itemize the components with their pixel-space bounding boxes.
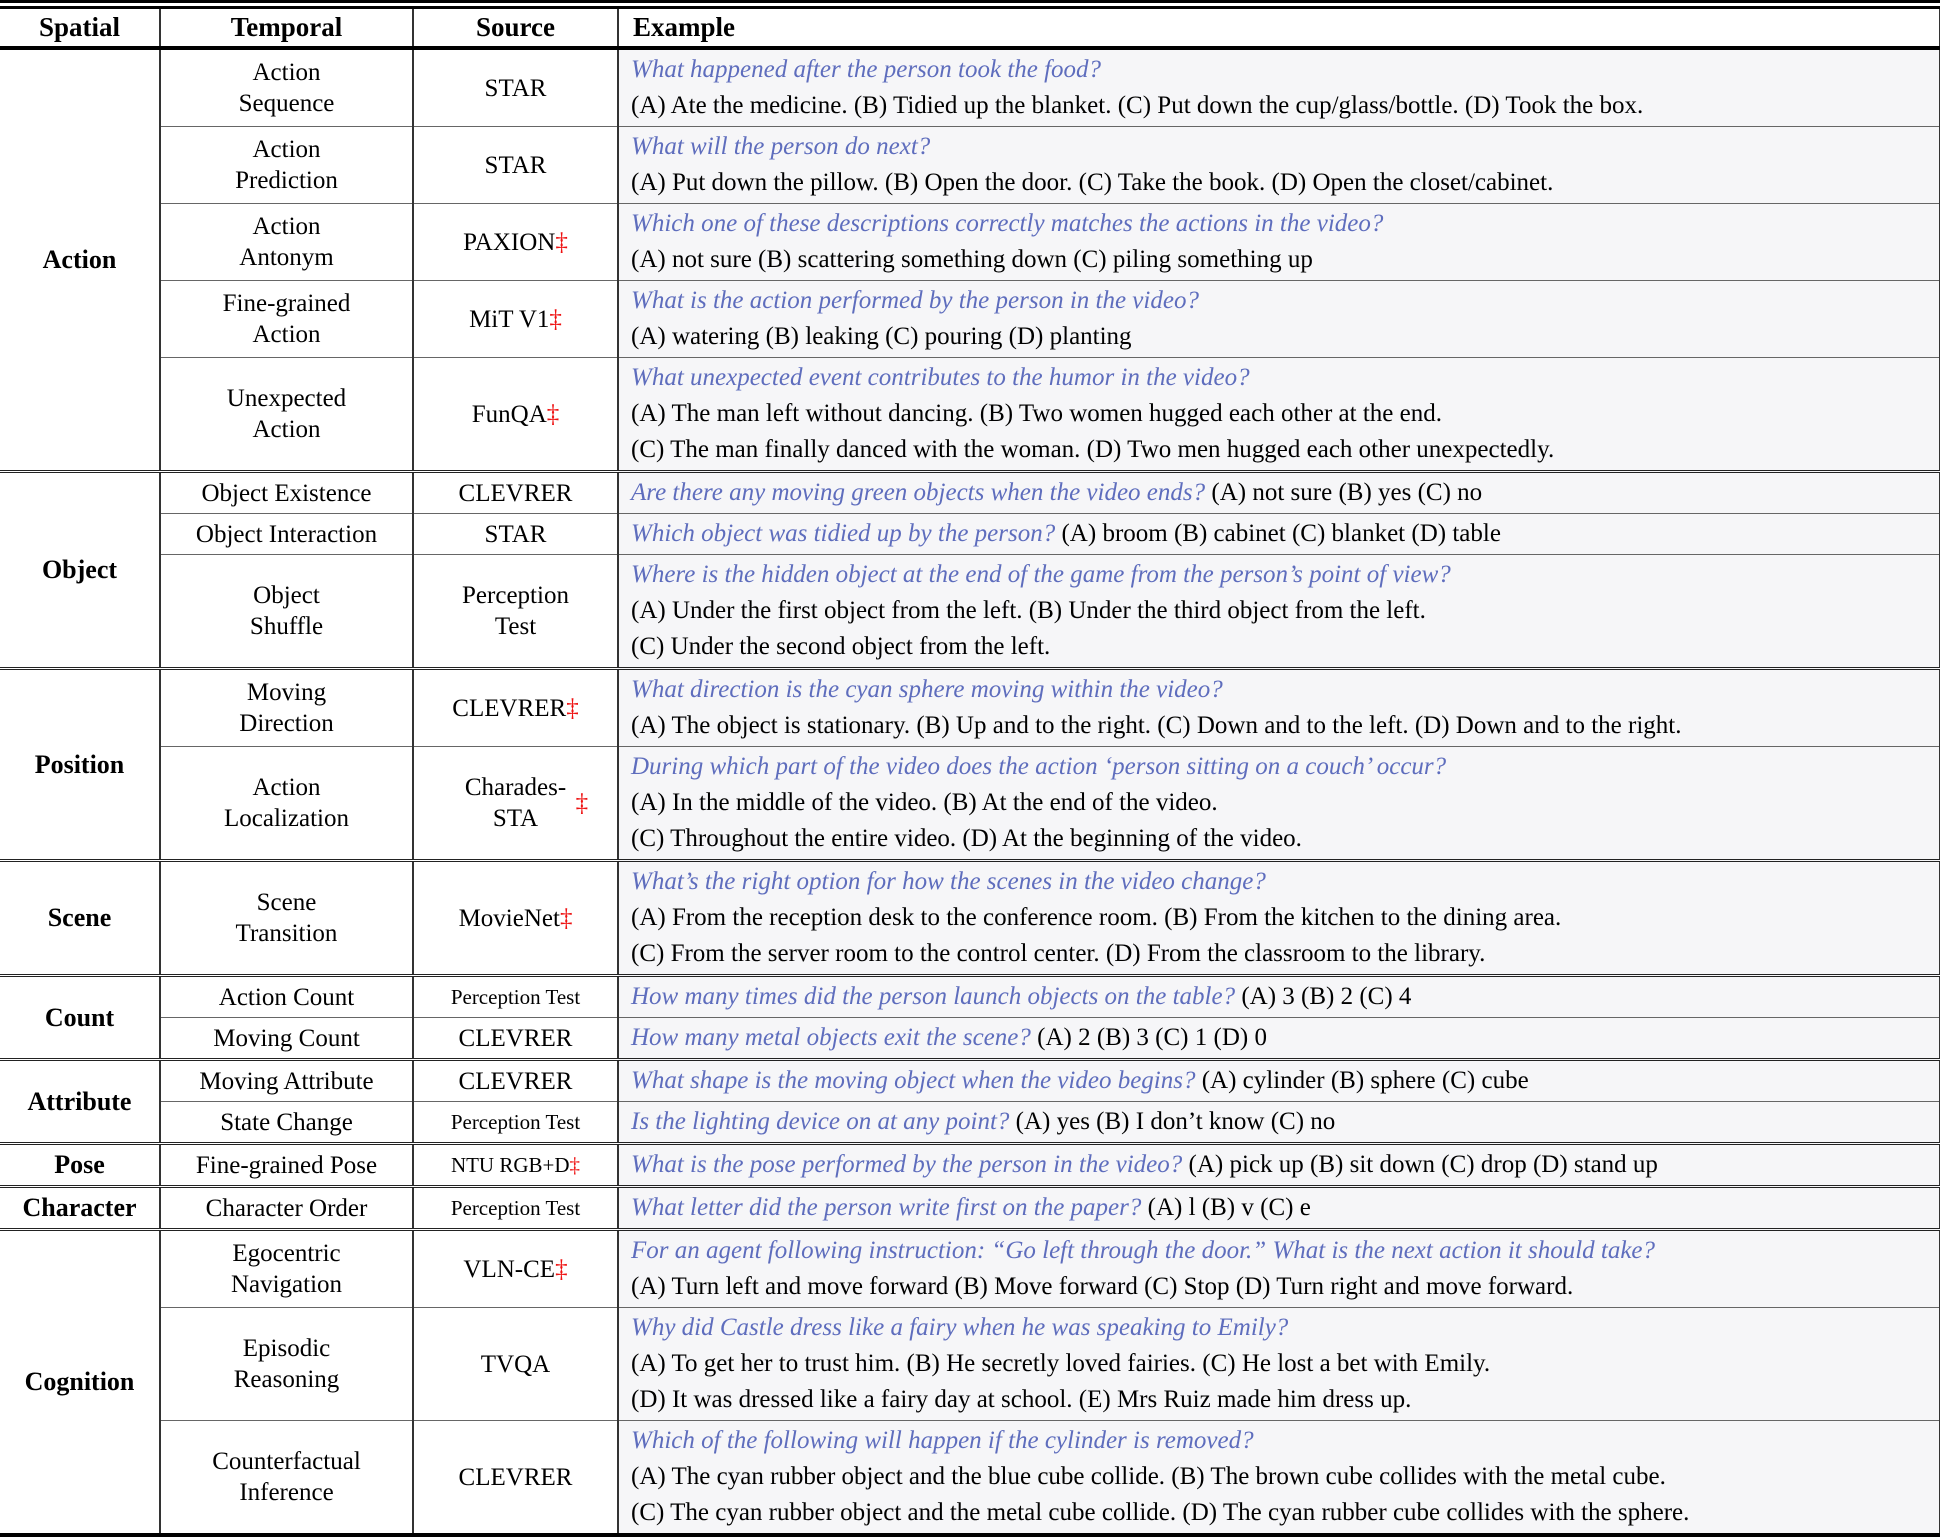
question-text: What is the action performed by the person in the video? [631, 287, 1199, 314]
task-label: Object Interaction [195, 520, 378, 548]
table-row [0, 555, 1940, 669]
answer-text: (A) not sure (B) yes (C) no [1211, 479, 1483, 506]
category-cell: Action [0, 48, 160, 472]
task-label: Fine-grained Pose [195, 1151, 378, 1179]
example-line [631, 1020, 1939, 1056]
answer-line: (A) The object is stationary. (B) Up and to the right. (C) Down and to the left. (D) Down and to the right. [631, 712, 1682, 739]
source-name [469, 304, 562, 335]
task-label: Action [252, 321, 321, 348]
answer-line: (C) Throughout the entire video. (D) At the beginning of the video. [631, 825, 1302, 852]
table-row [0, 514, 1940, 555]
header-source: Source [413, 5, 618, 49]
source-label: CLEVRER [458, 1067, 573, 1095]
question-text: What’s the right option for how the scenes in the video change? [631, 868, 1266, 895]
question-text: Why did Castle dress like a fairy when he was speaking to Emily? [631, 1314, 1289, 1341]
question-line [631, 749, 1939, 785]
double-dagger-mark: ‡ [569, 1152, 581, 1177]
category-cell: Position [0, 669, 160, 861]
task-label: Moving Count [213, 1024, 360, 1052]
answer-line: (A) The cyan rubber object and the blue cube collide. (B) The brown cube collides with the metal cube. [631, 1463, 1666, 1490]
example-cell [618, 281, 1940, 358]
question-line [631, 1423, 1939, 1459]
example-cell [618, 358, 1940, 472]
header-row [0, 5, 1940, 49]
task-label: Object [253, 582, 320, 609]
example-cell [618, 1102, 1940, 1144]
task-label: Character Order [205, 1194, 368, 1222]
double-dagger-mark: ‡ [555, 228, 568, 256]
task-cell [160, 514, 413, 555]
table-body [0, 48, 1940, 1535]
example-line [631, 1104, 1939, 1140]
answer-line: (D) It was dressed like a fairy day at school. (E) Mrs Ruiz made him dress up. [631, 1386, 1412, 1413]
answer-text: (A) cylinder (B) sphere (C) cube [1201, 1067, 1529, 1094]
example-cell [618, 1421, 1940, 1536]
source-cell [413, 358, 618, 472]
source-cell [413, 204, 618, 281]
source-name [459, 1023, 573, 1054]
task-label: Scene [256, 889, 317, 916]
source-label: CLEVRER [458, 1463, 573, 1491]
source-label: STAR [484, 74, 547, 102]
task-cell [160, 1144, 413, 1187]
answer-line: (A) Put down the pillow. (B) Open the door. (C) Take the book. (D) Open the closet/cabinet. [631, 169, 1554, 196]
source-cell [413, 976, 618, 1018]
example-cell [618, 1060, 1940, 1102]
source-label: CLEVRER‡ [452, 694, 579, 722]
example-line [631, 979, 1939, 1015]
source-cell [413, 472, 618, 514]
table-row [0, 1230, 1940, 1308]
source-cell [413, 669, 618, 747]
source-label: Perception [462, 582, 569, 609]
source-name [451, 1107, 580, 1138]
example-line [631, 1147, 1939, 1183]
source-cell [413, 1018, 618, 1060]
task-label: Action [252, 774, 321, 801]
source-label: MovieNet‡ [458, 904, 573, 932]
table-row [0, 48, 1940, 127]
source-label: Perception Test [450, 984, 581, 1009]
answer-line: (C) The cyan rubber object and the metal cube collide. (D) The cyan rubber cube collides with the sphere. [631, 1499, 1690, 1526]
question-line [631, 1233, 1939, 1269]
task-cell [160, 127, 413, 204]
question-text: For an agent following instruction: “Go left through the door.” What is the next action it should take? [631, 1237, 1656, 1264]
answer-text: (A) yes (B) I don’t know (C) no [1015, 1108, 1336, 1135]
source-name [462, 580, 569, 642]
category-cell: Scene [0, 861, 160, 976]
source-name [459, 1462, 573, 1493]
task-label: Object Existence [201, 479, 372, 507]
task-label: Navigation [230, 1271, 343, 1298]
source-name [485, 73, 547, 104]
table-row [0, 861, 1940, 976]
question-text: Which one of these descriptions correctly matches the actions in the video? [631, 210, 1384, 237]
task-cell [160, 861, 413, 976]
task-label: Action [252, 136, 321, 163]
answer-line: (A) In the middle of the video. (B) At the end of the video. [631, 789, 1218, 816]
source-label: MiT V1‡ [469, 305, 562, 333]
source-cell [413, 514, 618, 555]
task-label: Direction [239, 710, 334, 737]
category-cell: Pose [0, 1144, 160, 1187]
source-label: VLN-CE‡ [463, 1255, 568, 1283]
double-dagger-mark: ‡ [549, 305, 562, 333]
answer-text: (A) 2 (B) 3 (C) 1 (D) 0 [1037, 1024, 1267, 1051]
table-row [0, 1421, 1940, 1536]
question-text: Where is the hidden object at the end of the game from the person’s point of view? [631, 561, 1451, 588]
category-cell: Count [0, 976, 160, 1060]
source-cell [413, 48, 618, 127]
task-label: State Change [220, 1108, 353, 1136]
answer-line: (A) Ate the medicine. (B) Tidied up the blanket. (C) Put down the cup/glass/bottle. (D) Took the box. [631, 92, 1644, 119]
question-text: What happened after the person took the food? [631, 56, 1102, 83]
double-dagger-mark: ‡ [546, 400, 560, 428]
source-cell [413, 1187, 618, 1230]
category-cell: Object [0, 472, 160, 669]
question-line [631, 52, 1939, 88]
example-line [631, 475, 1939, 511]
source-cell [413, 127, 618, 204]
question-text: What is the pose performed by the person in the video? [631, 1151, 1183, 1178]
table-row [0, 358, 1940, 472]
source-cell [413, 1144, 618, 1187]
table-row [0, 1060, 1940, 1102]
source-name [451, 1150, 580, 1181]
example-cell [618, 127, 1940, 204]
source-name [451, 1193, 580, 1224]
source-label: PAXION‡ [463, 228, 568, 256]
table-row [0, 127, 1940, 204]
source-cell [413, 861, 618, 976]
source-label: STAR [484, 151, 547, 179]
answer-line: (A) watering (B) leaking (C) pouring (D) planting [631, 323, 1132, 350]
question-line [631, 206, 1939, 242]
table-row [0, 669, 1940, 747]
answer-line: (A) Turn left and move forward (B) Move forward (C) Stop (D) Turn right and move forward. [631, 1273, 1574, 1300]
task-label: Transition [235, 920, 338, 947]
task-label: Episodic [242, 1335, 331, 1362]
source-label: TVQA [480, 1350, 551, 1378]
category-cell: Attribute [0, 1060, 160, 1144]
table-row [0, 1144, 1940, 1187]
task-label: Egocentric [232, 1240, 341, 1267]
question-text: During which part of the video does the action ‘person sitting on a couch’ occur? [631, 753, 1447, 780]
source-label: Perception Test [450, 1109, 581, 1134]
source-name [485, 150, 547, 181]
source-label: STA [492, 805, 539, 832]
task-label: Fine-grained [222, 290, 351, 317]
source-name [459, 478, 573, 509]
example-line [631, 516, 1939, 552]
task-label: Moving [246, 679, 327, 706]
question-line [631, 672, 1939, 708]
example-cell [618, 861, 1940, 976]
source-name [485, 519, 547, 550]
example-cell [618, 1144, 1940, 1187]
source-name [459, 903, 573, 934]
task-label: Shuffle [249, 613, 324, 640]
example-cell [618, 1018, 1940, 1060]
task-cell [160, 669, 413, 747]
task-cell [160, 472, 413, 514]
task-cell [160, 1187, 413, 1230]
question-text: How many times did the person launch objects on the table? [631, 983, 1236, 1010]
source-label: NTU RGB+D‡ [450, 1152, 581, 1177]
double-dagger-mark: ‡ [559, 904, 573, 932]
double-dagger-mark: ‡ [555, 1255, 568, 1283]
example-cell [618, 204, 1940, 281]
table-row [0, 1018, 1940, 1060]
question-text: What shape is the moving object when the video begins? [631, 1067, 1196, 1094]
source-name [459, 1066, 573, 1097]
header-temporal: Temporal [160, 5, 413, 49]
task-cell [160, 1102, 413, 1144]
example-cell [618, 48, 1940, 127]
source-cell [413, 555, 618, 669]
question-line [631, 283, 1939, 319]
example-cell [618, 747, 1940, 861]
question-text: What unexpected event contributes to the humor in the video? [631, 364, 1250, 391]
task-label: Reasoning [233, 1366, 340, 1393]
answer-line: (C) Under the second object from the left. [631, 633, 1051, 660]
task-cell [160, 48, 413, 127]
task-label: Action Count [218, 983, 355, 1011]
example-cell [618, 1308, 1940, 1421]
question-text: Are there any moving green objects when the video ends? [631, 479, 1206, 506]
example-cell [618, 1187, 1940, 1230]
task-label: Action [252, 416, 321, 443]
question-line [631, 129, 1939, 165]
table-row [0, 747, 1940, 861]
answer-line: (A) To get her to trust him. (B) He secretly loved fairies. (C) He lost a bet with Emily. [631, 1350, 1491, 1377]
question-text: Which object was tidied up by the person? [631, 520, 1056, 547]
task-label: Action [252, 213, 321, 240]
example-cell [618, 514, 1940, 555]
answer-line: (A) not sure (B) scattering something down (C) piling something up [631, 246, 1313, 273]
task-label: Unexpected [226, 385, 347, 412]
example-cell [618, 555, 1940, 669]
table-row [0, 204, 1940, 281]
question-line [631, 864, 1939, 900]
source-cell [413, 1230, 618, 1308]
source-label: Test [494, 613, 537, 640]
answer-line: (C) The man finally danced with the woman. (D) Two men hugged each other unexpectedly. [631, 436, 1555, 463]
question-line [631, 557, 1939, 593]
answer-text: (A) pick up (B) sit down (C) drop (D) stand up [1188, 1151, 1658, 1178]
question-line [631, 1310, 1939, 1346]
task-label: Action [252, 59, 321, 86]
example-line [631, 1190, 1939, 1226]
double-dagger-mark: ‡ [575, 790, 589, 818]
task-cell [160, 1308, 413, 1421]
table-row [0, 1308, 1940, 1421]
task-label: Prediction [235, 167, 338, 194]
question-line [631, 360, 1939, 396]
category-cell: Cognition [0, 1230, 160, 1536]
source-cell [413, 281, 618, 358]
table-row [0, 1187, 1940, 1230]
source-cell [413, 1102, 618, 1144]
question-text: How many metal objects exit the scene? [631, 1024, 1031, 1051]
table-row [0, 281, 1940, 358]
table-row [0, 472, 1940, 514]
task-cell [160, 204, 413, 281]
task-cell [160, 281, 413, 358]
answer-text: (A) 3 (B) 2 (C) 4 [1241, 983, 1412, 1010]
source-name [463, 1254, 567, 1285]
example-line [631, 1063, 1939, 1099]
task-cell [160, 1421, 413, 1536]
question-text: What letter did the person write first on the paper? [631, 1194, 1142, 1221]
task-cell [160, 1060, 413, 1102]
answer-text: (A) l (B) v (C) e [1147, 1194, 1311, 1221]
task-label: Localization [224, 805, 349, 832]
task-cell [160, 747, 413, 861]
question-text: What direction is the cyan sphere moving within the video? [631, 676, 1223, 703]
source-name [451, 982, 580, 1013]
task-cell [160, 1230, 413, 1308]
header-spatial: Spatial [0, 5, 160, 49]
table-row [0, 976, 1940, 1018]
task-label: Counterfactual [212, 1448, 361, 1475]
example-cell [618, 472, 1940, 514]
answer-text: (A) broom (B) cabinet (C) blanket (D) table [1061, 520, 1501, 547]
example-cell [618, 1230, 1940, 1308]
source-label: Charades- [464, 774, 567, 801]
task-label: Inference [239, 1479, 334, 1506]
question-text: Is the lighting device on at any point? [631, 1108, 1010, 1135]
header-example: Example [618, 5, 1940, 49]
source-label: CLEVRER [458, 1024, 573, 1052]
answer-line: (A) The man left without dancing. (B) Two women hugged each other at the end. [631, 400, 1442, 427]
source-cell [413, 1060, 618, 1102]
source-name [452, 693, 578, 724]
source-label: STAR [484, 520, 547, 548]
answer-line: (A) Under the first object from the left. (B) Under the third object from the left. [631, 597, 1426, 624]
source-label: CLEVRER [458, 479, 573, 507]
task-cell [160, 1018, 413, 1060]
source-label: FunQA‡ [471, 400, 560, 428]
source-name [481, 1349, 550, 1380]
source-name [464, 772, 589, 834]
source-cell [413, 1421, 618, 1536]
task-label: Moving Attribute [199, 1067, 374, 1095]
category-cell: Character [0, 1187, 160, 1230]
example-cell [618, 669, 1940, 747]
task-cell [160, 976, 413, 1018]
answer-line: (A) From the reception desk to the conference room. (B) From the kitchen to the dining area. [631, 904, 1562, 931]
table-row [0, 1102, 1940, 1144]
source-cell [413, 747, 618, 861]
task-label: Antonym [239, 244, 334, 271]
example-cell [618, 976, 1940, 1018]
source-name [472, 399, 560, 430]
task-cell [160, 358, 413, 472]
source-label: Perception Test [450, 1195, 581, 1220]
question-text: Which of the following will happen if the cylinder is removed? [631, 1427, 1254, 1454]
source-cell [413, 1308, 618, 1421]
double-dagger-mark: ‡ [566, 694, 579, 722]
task-cell [160, 555, 413, 669]
task-label: Sequence [238, 90, 335, 117]
question-text: What will the person do next? [631, 133, 931, 160]
source-name [463, 227, 568, 258]
answer-line: (C) From the server room to the control center. (D) From the classroom to the library. [631, 940, 1486, 967]
